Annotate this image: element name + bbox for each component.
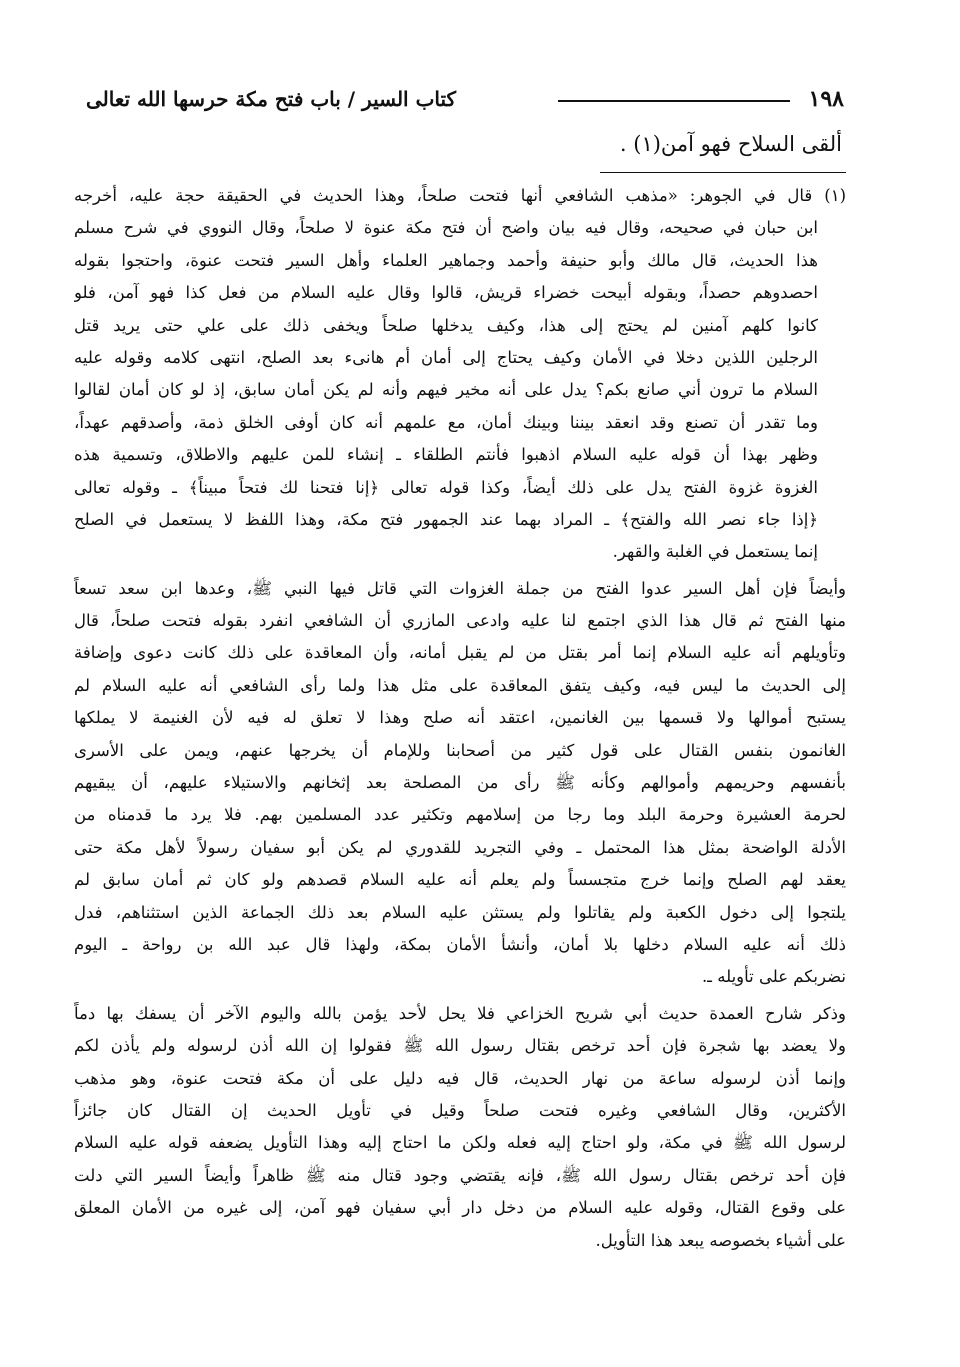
footnotes [74,180,846,1257]
running-title: كتاب السير / باب فتح مكة حرسها الله تعالى [86,87,457,111]
footnote-line: لرسول الله ﷺ في مكة، ولو احتاج إليه فعله ولكن ما احتاج إليه وهذا التأويل يضعفه قوله عليه السلام [74,1133,846,1153]
footnote-line: وإنما أذن لرسوله ساعة من نهار الحديث، قال فيه دليل على أن مكة فتحت عنوة، وهو مذهب [74,1068,846,1088]
footnote-line: وتأويلهم أنه عليه السلام إنما أمر بقتل من لم يقبل أمانه، وأن المعاقدة على ذلك كانت دعوى وإضافة [74,643,846,663]
footnote-line: (١) قال في الجوهر: «مذهب الشافعي أنها فتحت صلحاً، وهذا الحديث في الحقيقة حجة عليه، أخرجه [74,186,846,205]
footnote-line: بأنفسهم وحريمهم وأموالهم وكأنه ﷺ رأى من المصلحة بعد إثخانهم والاستيلاء عليهم، أن يبقيهم [74,773,846,793]
footnote-line: ابن حبان في صحيحه، وقال فيه بيان واضح أن فتح مكة عنوة لا صلحاً، وقال النووي في شرح مسلم [74,218,818,238]
footnote-line: وما تقدر أن تصنع وقد انعقد بيننا وبينك أمان، مع علمهم أنه كان أوفى الخلق ذمة، وأصدقهم عهداً، [74,412,818,432]
footnote-line: وذكر شارح العمدة حديث أبي شريح الخزاعي فلا يحل لأحد يؤمن بالله واليوم الآخر أن يسفك بها دماً [74,1003,846,1023]
footnote-line: وأيضاً فإن أهل السير عدوا الفتح من جملة الغزوات التي قاتل فيها النبي ﷺ، وعدها ابن سعد تسعاً [74,578,846,598]
footnote-line: هذا الحديث، قال مالك وأبو حنيفة وأحمد وجماهير العلماء وأهل السير فتحت عنوة، واحتجوا بقوله [74,250,818,270]
main-text: ألقى السلاح فهو آمن(١) . [619,132,842,156]
footnote-line: يعقد لهم الصلح وإنما خرج متجسساً ولم يعلم أنه عليه السلام قصدهم ولو كان ثم أمان سابق لم [74,870,846,890]
footnote-line: يلتجوا إلى دخول الكعبة ولم يقاتلوا ولم يستثن عليه السلام بعد ذلك الجماعة الذين استثناهم، فدل [74,902,846,922]
footnote-line: الغانمون بنفس القتال على قول كثير من أصحابنا وللإمام أن يخرجها عنهم، ويمن على الأسرى [74,740,846,760]
page-header [86,84,848,118]
page-number: ١٩٨ [808,86,844,112]
footnote-line: الرجلين اللذين دخلا في الأمان وكيف يحتاج إلى أمان أم هانىء بعد الصلح، انتهى كلامه وقوله عليه [74,347,818,367]
footnote-paragraph [74,573,846,994]
footnote-line: ذلك أنه عليه السلام دخلها بلا أمان، وأنشأ الأمان بمكة، ولهذا قال عبد الله بن رواحة ـ اليوم [74,934,846,954]
footnote-line: وظهر بهذا أن قوله عليه السلام اذهبوا فأنتم الطلقاء ـ إنشاء للمن عليهم والاطلاق، وتسمية هذه [74,445,818,465]
footnote-line: يستبح أموالها ولا قسمها بين الغانمين، اعتقد أنه صلح وهذا لا تعلق له فيه لأن الغنيمة لا يملكها [74,708,846,728]
footnote-line: ولا يعضد بها شجرة فإن أحد ترخص بقتال رسول الله ﷺ فقولوا إن الله أذن لرسوله ولم يأذن لكم [74,1036,846,1056]
footnote-line: السلام ما ترون أني صانع بكم؟ يدل على أنه مخير فيهم وأنه لم يكن أمان سابق، إذ لو كان أمان لقالوا [74,380,818,400]
footnote-line: ﴿إذا جاء نصر الله والفتح﴾ ـ المراد بهما عند الجمهور فتح مكة، وهذا اللفظ لا يستعمل في الصلح [74,509,818,529]
footnote-line: إنما يستعمل في الغلبة والقهر. [612,542,818,562]
footnote-line: إلى الحديث ما ليس فيه، وكيف يتفق المعاقدة على مثل هذا ولما رأى الشافعي أنه عليه السلام لم [74,675,846,695]
footnote-line: منها الفتح ثم قال هذا الذي اجتمع لنا عليه وادعى المازري أن الشافعي انفرد بقوله فتحت صلحاً، قال [74,611,846,631]
footnote-line: الأكثرين، وقال الشافعي وغيره فتحت صلحاً وقيل في تأويل الحديث إن القتال كان جائزاً [74,1100,846,1120]
header-rule [558,100,790,102]
footnote-line: كانوا كلهم آمنين لم يحتج إلى هذا، وكيف يدخلها صلحاً ويخفى ذلك على علي حتى يريد قتل [74,315,818,335]
footnote-line: على وقوع القتال، وقوله عليه السلام من دخل دار أبي سفيان فهو آمن، إلى غيره من الأمان المعلق [74,1198,846,1218]
footnote-separator [600,172,846,173]
footnote-line: لحرمة العشيرة وحرمة البلد وما رجا من إسلامهم وتكثير عدد المسلمين بهم. فلا يرد ما قدمناه من [74,805,846,825]
footnote-line: الأدلة الواضحة بمثل هذا المحتمل ـ وفي التجريد للقدوري لم يكن أبو سفيان رسولاً لأهل مكة حتى [74,837,846,857]
footnote-paragraph [74,998,846,1257]
footnote-line: الغزوة غزوة الفتح يدل على ذلك أيضاً، وكذا قوله تعالى ﴿إنا فتحنا لك فتحاً مبيناً﴾ ـ وقوله تعالى [74,477,818,497]
footnote-line: على أشياء بخصوصه يبعد هذا التأويل. [595,1230,846,1250]
footnote-paragraph [74,180,846,569]
footnote-line: فإن أحد ترخص بقتال رسول الله ﷺ، فإنه يقتضي وجود قتال منه ﷺ ظاهراً وأيضاً السير التي دلت [74,1165,846,1185]
footnote-line: نضربكم على تأويله ـ. [701,967,846,987]
footnote-line: احصدوهم حصداً، وبقوله أبيحت خضراء قريش، قالوا وقال عليه السلام من فعل كذا فهو آمن، فلو [74,283,818,303]
